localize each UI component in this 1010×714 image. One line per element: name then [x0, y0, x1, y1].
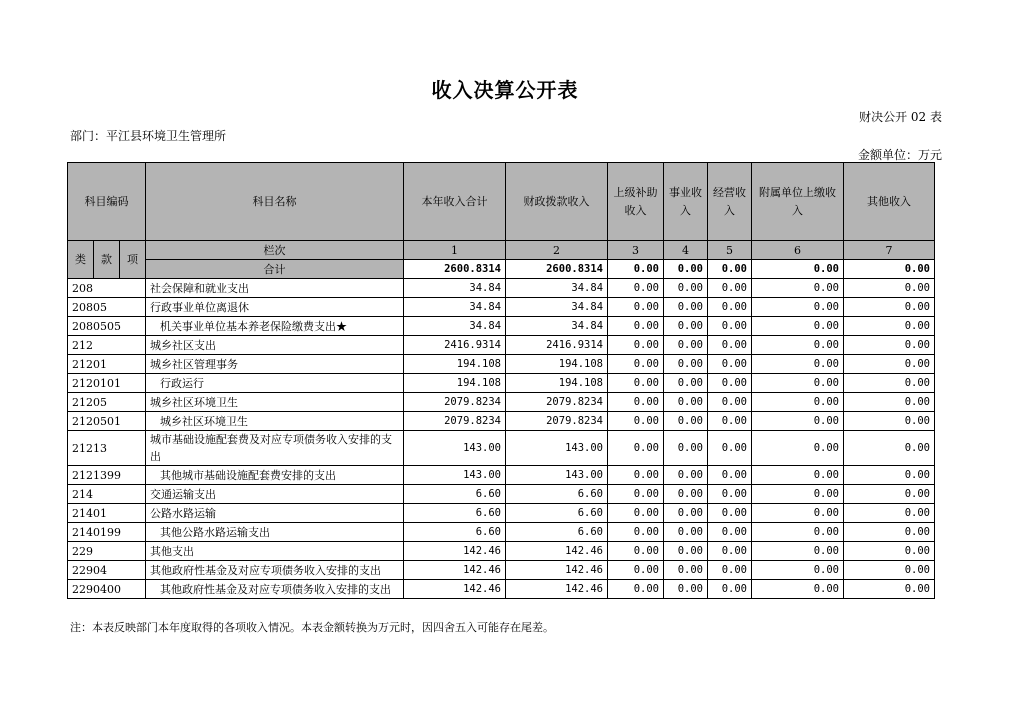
subject-code: 2140199 [68, 523, 146, 542]
amount-cell: 0.00 [664, 485, 708, 504]
subject-name: 交通运输支出 [146, 485, 404, 504]
amount-cell: 0.00 [708, 374, 752, 393]
header-kuan: 款 [94, 241, 120, 279]
amount-cell: 143.00 [404, 466, 506, 485]
amount-cell: 0.00 [708, 485, 752, 504]
amount-cell: 0.00 [664, 580, 708, 599]
subject-name: 城市基础设施配套费及对应专项债务收入安排的支出 [146, 431, 404, 466]
amount-cell: 0.00 [844, 355, 935, 374]
header-lei: 类 [68, 241, 94, 279]
header-code: 科目编码 [68, 163, 146, 241]
total-value: 0.00 [844, 260, 935, 279]
amount-cell: 0.00 [844, 431, 935, 466]
amount-cell: 6.60 [506, 485, 608, 504]
subject-code: 22904 [68, 561, 146, 580]
subject-code: 21213 [68, 431, 146, 466]
amount-cell: 0.00 [664, 412, 708, 431]
subject-name: 城乡社区环境卫生 [146, 393, 404, 412]
table-row [68, 523, 935, 542]
amount-cell: 0.00 [844, 523, 935, 542]
header-operation: 经营收入 [708, 163, 752, 241]
total-value: 2600.8314 [506, 260, 608, 279]
table-row [68, 431, 935, 466]
subject-name: 其他政府性基金及对应专项债务收入安排的支出 [146, 561, 404, 580]
income-table [67, 162, 935, 599]
amount-cell: 0.00 [664, 542, 708, 561]
amount-cell: 0.00 [844, 393, 935, 412]
subject-name: 行政运行 [146, 374, 404, 393]
table-row [68, 317, 935, 336]
amount-cell: 194.108 [404, 374, 506, 393]
footnote: 注：本表反映部门本年度取得的各项收入情况。本表金额转换为万元时，因四舍五入可能存在尾差。 [70, 621, 554, 634]
amount-cell: 142.46 [506, 542, 608, 561]
amount-cell: 0.00 [608, 523, 664, 542]
amount-cell: 0.00 [664, 336, 708, 355]
subject-code: 214 [68, 485, 146, 504]
amount-cell: 0.00 [844, 466, 935, 485]
amount-cell: 2416.9314 [404, 336, 506, 355]
amount-cell: 6.60 [404, 485, 506, 504]
amount-cell: 0.00 [752, 504, 844, 523]
header-superior: 上级补助收入 [608, 163, 664, 241]
amount-cell: 0.00 [708, 542, 752, 561]
amount-cell: 142.46 [404, 561, 506, 580]
amount-cell: 0.00 [844, 485, 935, 504]
subject-code: 2290400 [68, 580, 146, 599]
department-label: 部门：平江县环境卫生管理所 [70, 129, 227, 143]
subject-name: 机关事业单位基本养老保险缴费支出★ [146, 317, 404, 336]
amount-cell: 142.46 [404, 580, 506, 599]
column-no: 3 [608, 241, 664, 260]
amount-cell: 0.00 [608, 412, 664, 431]
table-row [68, 298, 935, 317]
amount-cell: 0.00 [844, 542, 935, 561]
amount-cell: 0.00 [708, 561, 752, 580]
amount-cell: 0.00 [664, 317, 708, 336]
amount-cell: 0.00 [752, 412, 844, 431]
amount-cell: 0.00 [664, 466, 708, 485]
amount-cell: 0.00 [844, 298, 935, 317]
amount-cell: 0.00 [708, 298, 752, 317]
table-row [68, 393, 935, 412]
amount-cell: 34.84 [506, 279, 608, 298]
amount-cell: 0.00 [708, 317, 752, 336]
amount-cell: 0.00 [664, 355, 708, 374]
amount-cell: 0.00 [708, 393, 752, 412]
amount-cell: 0.00 [844, 336, 935, 355]
column-no: 6 [752, 241, 844, 260]
amount-cell: 0.00 [608, 355, 664, 374]
amount-cell: 0.00 [844, 561, 935, 580]
subject-code: 20805 [68, 298, 146, 317]
column-no-label: 栏次 [146, 241, 404, 260]
amount-cell: 0.00 [844, 317, 935, 336]
amount-cell: 194.108 [506, 355, 608, 374]
amount-cell: 0.00 [708, 336, 752, 355]
subject-name: 其他公路水路运输支出 [146, 523, 404, 542]
subject-name: 其他政府性基金及对应专项债务收入安排的支出 [146, 580, 404, 599]
amount-cell: 34.84 [404, 317, 506, 336]
header-other: 其他收入 [844, 163, 935, 241]
amount-cell: 0.00 [752, 393, 844, 412]
table-row [68, 279, 935, 298]
table-row [68, 580, 935, 599]
subject-code: 212 [68, 336, 146, 355]
total-value: 0.00 [608, 260, 664, 279]
amount-cell: 0.00 [664, 298, 708, 317]
amount-cell: 34.84 [506, 317, 608, 336]
amount-cell: 2079.8234 [506, 412, 608, 431]
amount-cell: 143.00 [506, 466, 608, 485]
amount-cell: 0.00 [608, 466, 664, 485]
page-title: 收入决算公开表 [431, 78, 579, 102]
amount-cell: 0.00 [752, 542, 844, 561]
amount-cell: 6.60 [506, 504, 608, 523]
amount-cell: 0.00 [708, 580, 752, 599]
subject-name: 社会保障和就业支出 [146, 279, 404, 298]
amount-cell: 0.00 [752, 336, 844, 355]
amount-cell: 0.00 [844, 279, 935, 298]
amount-cell: 0.00 [752, 485, 844, 504]
total-label: 合计 [146, 260, 404, 279]
table-row [68, 412, 935, 431]
amount-cell: 0.00 [752, 317, 844, 336]
total-value: 0.00 [708, 260, 752, 279]
amount-cell: 0.00 [708, 279, 752, 298]
amount-cell: 0.00 [844, 374, 935, 393]
header-business: 事业收入 [664, 163, 708, 241]
subject-name: 其他城市基础设施配套费安排的支出 [146, 466, 404, 485]
amount-cell: 0.00 [608, 317, 664, 336]
header-row [68, 163, 935, 241]
column-no: 7 [844, 241, 935, 260]
column-no: 1 [404, 241, 506, 260]
total-row [68, 260, 935, 279]
amount-cell: 34.84 [404, 279, 506, 298]
subject-code: 21401 [68, 504, 146, 523]
subject-code: 2080505 [68, 317, 146, 336]
amount-cell: 0.00 [708, 431, 752, 466]
amount-cell: 2079.8234 [404, 393, 506, 412]
amount-cell: 143.00 [404, 431, 506, 466]
amount-cell: 34.84 [404, 298, 506, 317]
amount-cell: 194.108 [404, 355, 506, 374]
amount-cell: 0.00 [608, 431, 664, 466]
table-row [68, 355, 935, 374]
amount-cell: 0.00 [708, 412, 752, 431]
amount-cell: 0.00 [664, 393, 708, 412]
subject-name: 城乡社区管理事务 [146, 355, 404, 374]
amount-cell: 0.00 [608, 298, 664, 317]
amount-cell: 0.00 [664, 374, 708, 393]
header-affiliate: 附属单位上缴收入 [752, 163, 844, 241]
amount-cell: 0.00 [844, 580, 935, 599]
subject-name: 行政事业单位离退休 [146, 298, 404, 317]
amount-cell: 2079.8234 [506, 393, 608, 412]
subject-code: 21201 [68, 355, 146, 374]
amount-cell: 0.00 [608, 393, 664, 412]
amount-cell: 143.00 [506, 431, 608, 466]
header-xiang: 项 [120, 241, 146, 279]
amount-cell: 0.00 [752, 523, 844, 542]
amount-cell: 0.00 [752, 580, 844, 599]
subject-code: 208 [68, 279, 146, 298]
amount-cell: 0.00 [752, 279, 844, 298]
amount-cell: 0.00 [664, 431, 708, 466]
amount-cell: 0.00 [608, 279, 664, 298]
amount-cell: 0.00 [664, 561, 708, 580]
amount-cell: 0.00 [608, 542, 664, 561]
amount-cell: 0.00 [752, 374, 844, 393]
table-row [68, 336, 935, 355]
amount-cell: 0.00 [752, 355, 844, 374]
amount-cell: 0.00 [708, 466, 752, 485]
subject-name: 其他支出 [146, 542, 404, 561]
total-value: 2600.8314 [404, 260, 506, 279]
amount-cell: 0.00 [608, 580, 664, 599]
amount-cell: 0.00 [752, 466, 844, 485]
amount-cell: 0.00 [708, 355, 752, 374]
amount-cell: 0.00 [752, 431, 844, 466]
amount-cell: 0.00 [608, 561, 664, 580]
header-total: 本年收入合计 [404, 163, 506, 241]
amount-cell: 34.84 [506, 298, 608, 317]
amount-cell: 0.00 [664, 504, 708, 523]
amount-cell: 2079.8234 [404, 412, 506, 431]
amount-cell: 0.00 [608, 485, 664, 504]
table-row [68, 504, 935, 523]
amount-cell: 0.00 [664, 279, 708, 298]
amount-cell: 142.46 [506, 561, 608, 580]
amount-cell: 0.00 [608, 374, 664, 393]
amount-cell: 0.00 [608, 504, 664, 523]
amount-cell: 194.108 [506, 374, 608, 393]
column-no: 2 [506, 241, 608, 260]
amount-cell: 142.46 [404, 542, 506, 561]
amount-cell: 0.00 [664, 523, 708, 542]
column-number-row [68, 241, 935, 260]
subject-name: 城乡社区支出 [146, 336, 404, 355]
subject-code: 2121399 [68, 466, 146, 485]
table-row [68, 485, 935, 504]
table-row [68, 542, 935, 561]
total-value: 0.00 [664, 260, 708, 279]
amount-cell: 0.00 [844, 504, 935, 523]
amount-cell: 0.00 [844, 412, 935, 431]
header-name: 科目名称 [146, 163, 404, 241]
amount-cell: 142.46 [506, 580, 608, 599]
amount-cell: 6.60 [404, 523, 506, 542]
total-value: 0.00 [752, 260, 844, 279]
table-row [68, 466, 935, 485]
amount-cell: 0.00 [708, 504, 752, 523]
amount-cell: 0.00 [752, 298, 844, 317]
header-fiscal: 财政拨款收入 [506, 163, 608, 241]
column-no: 5 [708, 241, 752, 260]
subject-code: 21205 [68, 393, 146, 412]
amount-cell: 0.00 [608, 336, 664, 355]
subject-code: 2120501 [68, 412, 146, 431]
amount-cell: 0.00 [708, 523, 752, 542]
table-row [68, 374, 935, 393]
table-row [68, 561, 935, 580]
column-no: 4 [664, 241, 708, 260]
unit-label: 金额单位：万元 [857, 148, 942, 162]
amount-cell: 0.00 [752, 561, 844, 580]
amount-cell: 2416.9314 [506, 336, 608, 355]
amount-cell: 6.60 [404, 504, 506, 523]
subject-name: 公路水路运输 [146, 504, 404, 523]
subject-code: 2120101 [68, 374, 146, 393]
amount-cell: 6.60 [506, 523, 608, 542]
subject-code: 229 [68, 542, 146, 561]
subject-name: 城乡社区环境卫生 [146, 412, 404, 431]
form-number: 财决公开 02 表 [859, 110, 942, 124]
